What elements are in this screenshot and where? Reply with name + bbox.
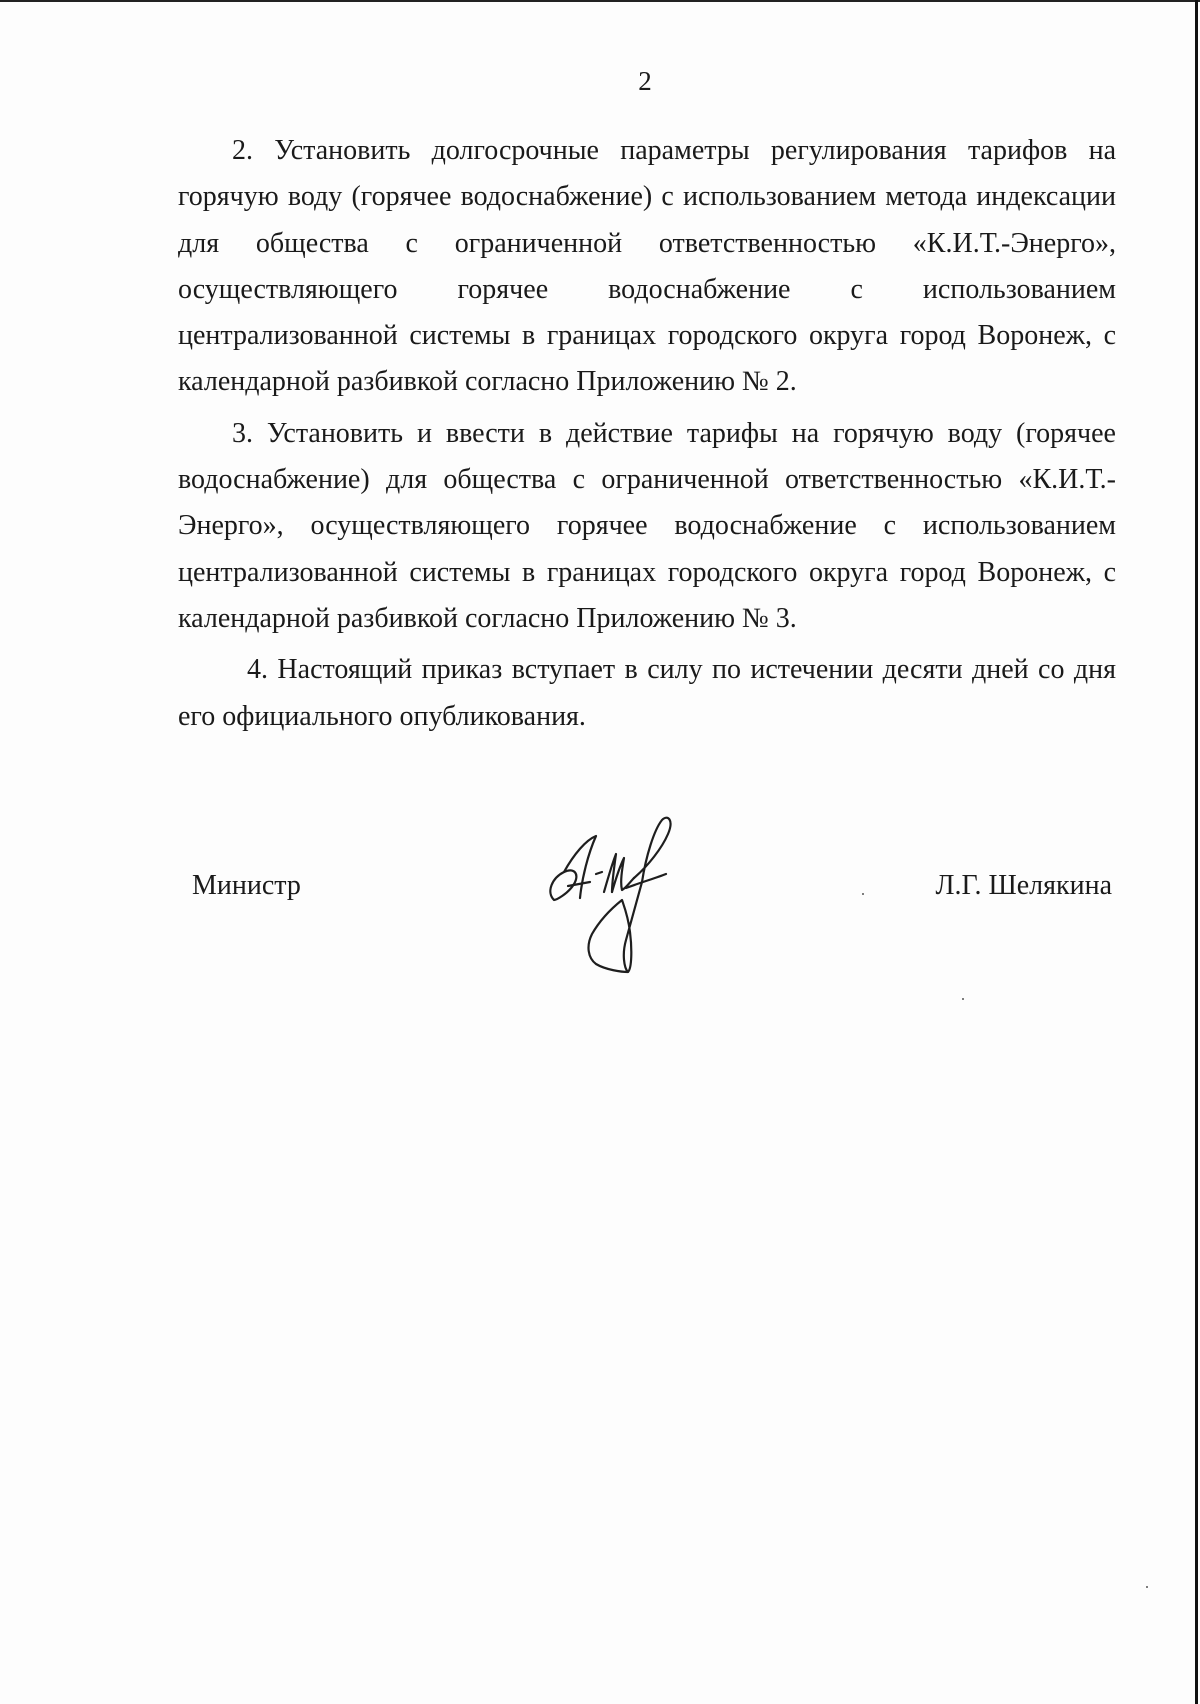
scan-speck	[962, 998, 964, 1000]
scan-edge-top	[0, 0, 1200, 2]
scan-speck	[862, 893, 864, 895]
signatory-name: Л.Г. Шелякина	[935, 870, 1112, 901]
paragraph-2: 2. Установить долгосрочные параметры регулирования тарифов на горячую воду (горячее водоснабжение) с использованием метода индексации для общества с ограниченной ответственностью «К.И.Т.-Энерго», осуществляющего горячее водоснабжение с использованием централизованной системы в границах городского округа город Воронеж, с календарной разбивкой согласно Приложению № 2.	[178, 135, 1116, 398]
handwritten-signature-icon	[538, 808, 708, 983]
paragraph-4: 4. Настоящий приказ вступает в силу по истечении десяти дней со дня его официального опубликования.	[178, 654, 1116, 732]
page-number: 2	[638, 66, 652, 96]
scan-edge-right	[1195, 0, 1198, 1704]
scan-speck	[1146, 1586, 1148, 1588]
paragraph-3: 3. Установить и ввести в действие тарифы на горячую воду (горячее водоснабжение) для общества с ограниченной ответственностью «К.И.Т.-Энерго», осуществляющего горячее водоснабжение с использованием централизованной системы в границах городского округа город Воронеж, с календарной разбивкой согласно Приложению № 3.	[178, 417, 1116, 634]
signatory-title: Министр	[192, 870, 301, 901]
document-body	[178, 128, 1116, 745]
